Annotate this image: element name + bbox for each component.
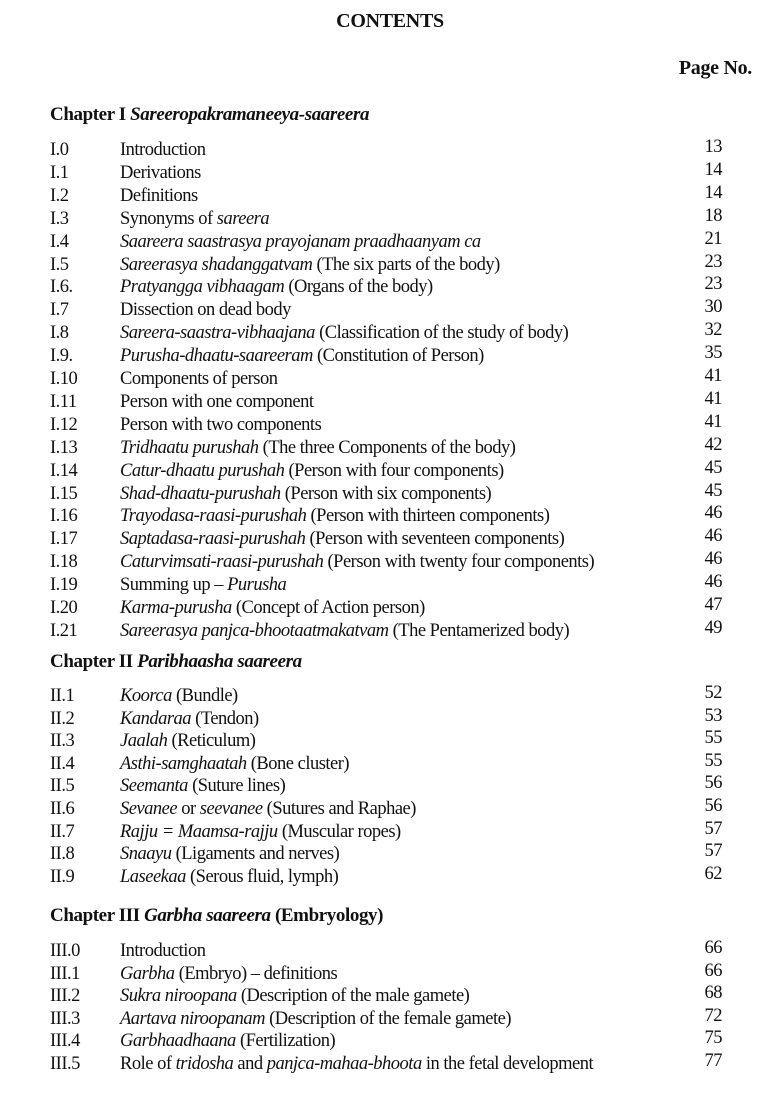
toc-entry [50, 617, 722, 642]
entry-number: III.3 [50, 1008, 80, 1029]
entry-number: I.15 [50, 483, 78, 504]
toc-entry [50, 551, 722, 573]
entry-page-number: 72 [704, 1005, 722, 1026]
entry-title: Tridhaatu purushah (The three Components of the body) [120, 437, 516, 458]
toc-entry [50, 705, 722, 730]
entry-title: Sareerasya shadanggatvam (The six parts of the body) [120, 254, 500, 275]
entry-page-number: 30 [704, 297, 722, 318]
toc-entry [50, 480, 722, 505]
entry-title: Summing up – Purusha [120, 575, 287, 596]
entry-title: Saareera saastrasya prayojanam praadhaanyam ca [120, 231, 481, 252]
entry-page-number: 66 [704, 938, 722, 958]
entry-page-number: 57 [704, 818, 722, 839]
entry-number: I.14 [50, 460, 78, 481]
entry-number: I.4 [50, 231, 69, 252]
entry-page-number: 45 [704, 480, 722, 501]
entry-title: Synonyms of sareera [120, 208, 270, 229]
toc-entry [50, 798, 722, 820]
toc-entry [50, 434, 722, 459]
entry-title: Koorca (Bundle) [120, 686, 238, 706]
entry-number: I.20 [50, 598, 78, 618]
entry-page-number: 52 [704, 683, 722, 703]
entry-number: III.1 [50, 963, 80, 984]
entry-number: I.9. [50, 346, 73, 367]
entry-title: Sareerasya panjca-bhootaatmakatvam (The Pentamerized body) [120, 620, 570, 641]
entry-page-number: 14 [704, 159, 722, 180]
entry-page-number: 47 [704, 595, 722, 615]
entry-number: I.7 [50, 300, 69, 321]
toc-entry [50, 685, 722, 707]
entry-page-number: 62 [704, 863, 722, 884]
toc-entry [50, 159, 722, 184]
entry-title: Jaalah (Reticulum) [120, 731, 256, 752]
toc-entry [50, 940, 722, 962]
chapter-title: Paribhaasha saareera [137, 651, 302, 672]
entry-number: II.2 [50, 708, 75, 729]
entry-title: Sukra niroopana (Description of the male gamete) [120, 986, 470, 1007]
chapter-label: Chapter II [50, 651, 133, 672]
entry-number: II.8 [50, 844, 75, 865]
entry-page-number: 32 [704, 320, 722, 341]
toc-entry [50, 863, 722, 888]
entry-title: Rajju = Maamsa-rajju (Muscular ropes) [120, 821, 401, 842]
toc-entry [50, 528, 722, 550]
entry-number: I.5 [50, 254, 69, 275]
entry-number: I.21 [50, 620, 78, 641]
entry-page-number: 42 [704, 434, 722, 455]
entry-page-number: 49 [704, 617, 722, 638]
chapter-heading [50, 905, 383, 927]
toc-entry [50, 457, 722, 482]
entry-title: Dissection on dead body [120, 300, 291, 321]
entry-number: II.4 [50, 753, 75, 774]
toc-entry [50, 960, 722, 985]
entry-page-number: 41 [704, 388, 722, 409]
entry-page-number: 13 [704, 137, 722, 157]
entry-title: Components of person [120, 369, 278, 389]
entry-title: Shad-dhaatu-purushah (Person with six components) [120, 483, 492, 504]
entry-title: Caturvimsati-raasi-purushah (Person with twenty four components) [120, 552, 595, 573]
entry-number: I.8 [50, 323, 69, 344]
entry-page-number: 75 [704, 1028, 722, 1049]
entry-title: Introduction [120, 941, 206, 961]
toc-entry [50, 251, 722, 276]
entry-page-number: 41 [704, 411, 722, 432]
entry-number: III.0 [50, 941, 80, 961]
entry-number: I.1 [50, 162, 69, 183]
entry-title: Laseekaa (Serous fluid, lymph) [120, 866, 339, 887]
entry-page-number: 66 [704, 960, 722, 981]
entry-number: I.11 [50, 391, 77, 412]
entry-page-number: 35 [704, 343, 722, 364]
entry-page-number: 23 [704, 274, 722, 295]
toc-entry [50, 750, 722, 775]
entry-number: II.6 [50, 799, 75, 819]
entry-title: Introduction [120, 140, 206, 160]
entry-title: Purusha-dhaatu-saareeram (Constitution of Person) [120, 346, 484, 367]
toc-entry [50, 730, 722, 752]
toc-entry [50, 1005, 722, 1030]
entry-page-number: 46 [704, 503, 722, 524]
entry-number: I.0 [50, 140, 69, 160]
entry-title: Sevanee or seevanee (Sutures and Raphae) [120, 799, 416, 819]
entry-page-number: 53 [704, 705, 722, 726]
chapter-subtitle: (Embryology) [274, 905, 384, 926]
entry-number: II.3 [50, 731, 75, 752]
entry-title: Garbha (Embryo) – definitions [120, 963, 338, 984]
entry-number: I.3 [50, 208, 69, 229]
entry-title: Person with one component [120, 391, 314, 412]
entry-title: Karma-purusha (Concept of Action person) [120, 598, 425, 618]
entry-title: Garbhaadhaana (Fertilization) [120, 1031, 336, 1052]
entry-title: Sareera-saastra-vibhaajana (Classification of the study of body) [120, 323, 569, 344]
chapter-title: Sareeropakramaneeya-saareera [130, 104, 370, 125]
toc-entry [50, 843, 722, 865]
chapter-label: Chapter III [50, 905, 140, 926]
entry-title: Saptadasa-raasi-purushah (Person with seventeen components) [120, 529, 565, 550]
toc-entry [50, 276, 722, 298]
entry-page-number: 21 [704, 228, 722, 249]
toc-entry [50, 574, 722, 596]
toc-entry [50, 985, 722, 1007]
chapter-title: Garbha saareera [144, 905, 271, 926]
toc-entry [50, 322, 722, 344]
toc-entry [50, 411, 722, 436]
toc-entry [50, 368, 722, 390]
entry-number: III.4 [50, 1031, 80, 1052]
entry-title: Seemanta (Suture lines) [120, 776, 286, 797]
entry-number: I.12 [50, 414, 78, 435]
toc-entry [50, 299, 722, 321]
toc-entry [50, 182, 722, 207]
entry-number: I.10 [50, 369, 78, 389]
toc-entry [50, 775, 722, 797]
entry-page-number: 57 [704, 841, 722, 862]
entry-page-number: 41 [704, 366, 722, 386]
entry-number: I.18 [50, 552, 78, 573]
entry-page-number: 56 [704, 796, 722, 816]
entry-title: Trayodasa-raasi-purushah (Person with thirteen components) [120, 506, 550, 527]
entry-title: Kandaraa (Tendon) [120, 708, 259, 729]
entry-number: I.19 [50, 575, 78, 596]
entry-title: Snaayu (Ligaments and nerves) [120, 844, 340, 865]
toc-entry [50, 345, 722, 367]
page-title: CONTENTS [336, 10, 444, 32]
toc-entry [50, 228, 722, 253]
chapter-heading [50, 651, 302, 673]
entry-number: I.6. [50, 277, 73, 298]
entry-title: Aartava niroopanam (Description of the female gamete) [120, 1008, 512, 1029]
entry-page-number: 55 [704, 728, 722, 749]
toc-entry [50, 597, 722, 619]
entry-title: Asthi-samghaatah (Bone cluster) [120, 753, 350, 774]
toc-entry [50, 388, 722, 413]
entry-title: Pratyangga vibhaagam (Organs of the body) [120, 277, 433, 298]
entry-number: I.13 [50, 437, 78, 458]
toc-entry [50, 505, 722, 527]
entry-number: II.9 [50, 866, 75, 887]
entry-number: I.16 [50, 506, 78, 527]
entry-page-number: 46 [704, 549, 722, 570]
toc-entry [50, 205, 722, 230]
entry-page-number: 45 [704, 457, 722, 478]
entry-number: II.1 [50, 686, 75, 706]
entry-page-number: 68 [704, 983, 722, 1004]
page-no-column-header: Page No. [678, 57, 752, 79]
entry-title: Catur-dhaatu purushah (Person with four components) [120, 460, 504, 481]
entry-page-number: 55 [704, 750, 722, 771]
entry-page-number: 77 [704, 1051, 722, 1071]
entry-page-number: 18 [704, 205, 722, 226]
toc-entry [50, 1053, 722, 1075]
toc-entry [50, 139, 722, 161]
entry-title: Derivations [120, 162, 201, 183]
entry-page-number: 46 [704, 526, 722, 547]
entry-number: I.2 [50, 185, 69, 206]
entry-number: I.17 [50, 529, 78, 550]
chapter-label: Chapter I [50, 104, 126, 125]
toc-entry [50, 818, 722, 843]
entry-number: II.7 [50, 821, 75, 842]
entry-page-number: 23 [704, 251, 722, 272]
chapter-heading [50, 104, 369, 126]
entry-page-number: 56 [704, 773, 722, 794]
toc-entry [50, 1030, 722, 1052]
entry-number: III.2 [50, 986, 80, 1007]
entry-page-number: 46 [704, 572, 722, 593]
entry-number: III.5 [50, 1054, 80, 1074]
entry-title: Role of tridosha and panjca-mahaa-bhoota in the fetal development [120, 1054, 594, 1074]
entry-title: Definitions [120, 185, 198, 206]
entry-page-number: 14 [704, 182, 722, 203]
entry-title: Person with two components [120, 414, 322, 435]
entry-number: II.5 [50, 776, 75, 797]
